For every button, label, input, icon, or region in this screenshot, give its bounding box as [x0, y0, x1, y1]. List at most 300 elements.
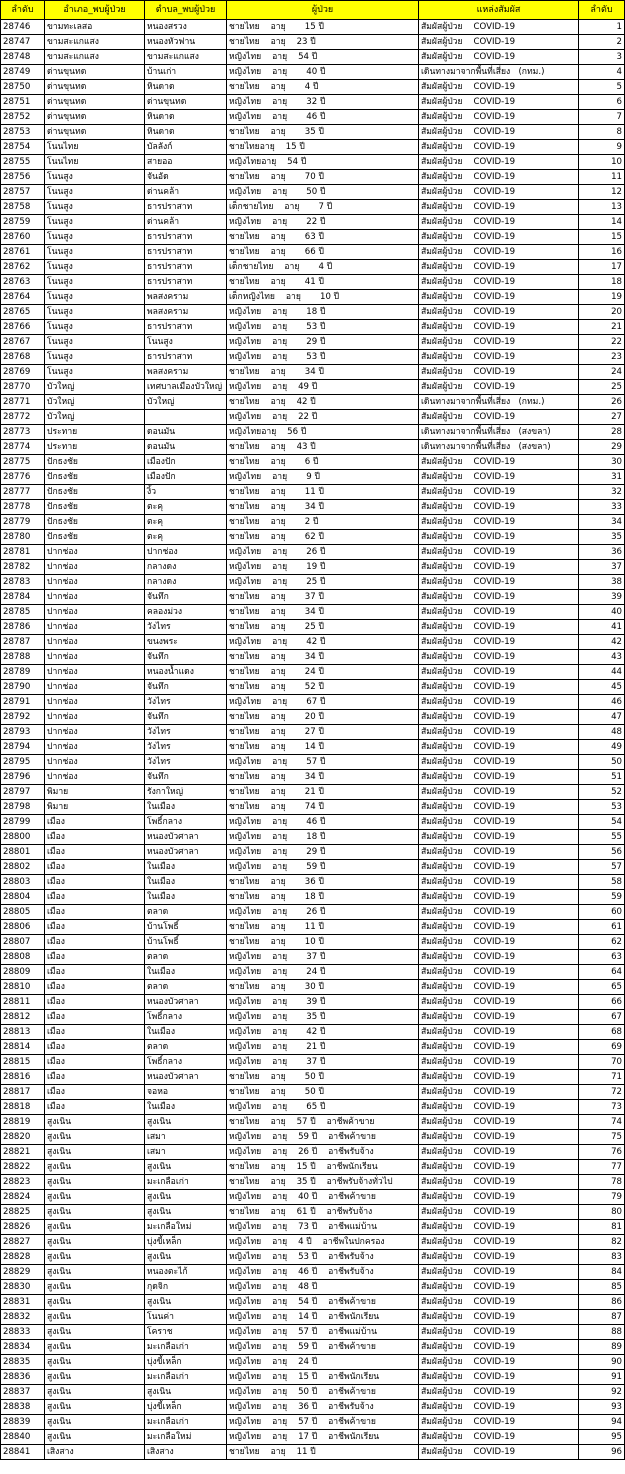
table-row [1, 995, 625, 1010]
patient-cell: ชายไทย อายุ 34 ปี [227, 365, 419, 380]
subdistrict-cell: หนองน้ำแดง [145, 665, 227, 680]
contact-source-cell: สัมผัสผู้ป่วย COVID-19 [419, 740, 579, 755]
subdistrict-cell: บัลลังก์ [145, 140, 227, 155]
patient-cell: หญิงไทย อายุ 22 ปี [227, 410, 419, 425]
contact-source-cell: เดินทางมาจากพื้นที่เสี่ยง (กทม.) [419, 65, 579, 80]
contact-source-cell: สัมผัสผู้ป่วย COVID-19 [419, 1280, 579, 1295]
contact-source-cell: สัมผัสผู้ป่วย COVID-19 [419, 1010, 579, 1025]
table-row [1, 455, 625, 470]
sequence-cell: 92 [579, 1385, 625, 1400]
table-row [1, 770, 625, 785]
patient-cell: หญิงไทย อายุ 46 ปี [227, 815, 419, 830]
sequence-cell: 52 [579, 785, 625, 800]
contact-source-cell: สัมผัสผู้ป่วย COVID-19 [419, 215, 579, 230]
district-cell: ปักธงชัย [45, 530, 145, 545]
case-number-cell: 28757 [1, 185, 45, 200]
subdistrict-cell: บัวใหญ่ [145, 395, 227, 410]
contact-source-cell: สัมผัสผู้ป่วย COVID-19 [419, 335, 579, 350]
sequence-cell: 12 [579, 185, 625, 200]
table-row [1, 1220, 625, 1235]
subdistrict-cell: สูงเนิน [145, 1160, 227, 1175]
table-row [1, 395, 625, 410]
case-number-cell: 28782 [1, 560, 45, 575]
contact-source-cell: สัมผัสผู้ป่วย COVID-19 [419, 1040, 579, 1055]
patient-cell: หญิงไทย อายุ 42 ปี [227, 635, 419, 650]
subdistrict-cell: บุ่งขี้เหล็ก [145, 1400, 227, 1415]
patient-cell: หญิงไทย อายุ 24 ปี [227, 1355, 419, 1370]
district-cell: ด่านขุนทด [45, 65, 145, 80]
sequence-cell: 4 [579, 65, 625, 80]
contact-source-cell: สัมผัสผู้ป่วย COVID-19 [419, 1265, 579, 1280]
sequence-cell: 72 [579, 1085, 625, 1100]
sequence-cell: 84 [579, 1265, 625, 1280]
sequence-cell: 86 [579, 1295, 625, 1310]
case-number-cell: 28763 [1, 275, 45, 290]
table-row [1, 1010, 625, 1025]
case-number-cell: 28769 [1, 365, 45, 380]
subdistrict-cell: กลางดง [145, 560, 227, 575]
sequence-cell: 71 [579, 1070, 625, 1085]
contact-source-cell: สัมผัสผู้ป่วย COVID-19 [419, 1190, 579, 1205]
district-cell: โนนสูง [45, 335, 145, 350]
subdistrict-cell: บ้านเก่า [145, 65, 227, 80]
table-row [1, 440, 625, 455]
district-cell: โนนสูง [45, 320, 145, 335]
contact-source-cell: สัมผัสผู้ป่วย COVID-19 [419, 1400, 579, 1415]
table-row [1, 215, 625, 230]
table-row [1, 1175, 625, 1190]
patient-cell: หญิงไทย อายุ 59 ปี อาชีพค้าขาย [227, 1340, 419, 1355]
case-number-cell: 28747 [1, 35, 45, 50]
case-number-cell: 28812 [1, 1010, 45, 1025]
district-cell: เมือง [45, 980, 145, 995]
table-row [1, 1025, 625, 1040]
patient-cell: ชายไทย อายุ 24 ปี [227, 665, 419, 680]
patient-cell: ชายไทย อายุ 15 ปี [227, 20, 419, 35]
contact-source-cell: สัมผัสผู้ป่วย COVID-19 [419, 875, 579, 890]
case-number-cell: 28836 [1, 1370, 45, 1385]
table-row [1, 200, 625, 215]
table-row [1, 1190, 625, 1205]
sequence-cell: 39 [579, 590, 625, 605]
district-cell: บัวใหญ่ [45, 410, 145, 425]
contact-source-cell: สัมผัสผู้ป่วย COVID-19 [419, 350, 579, 365]
district-cell: ปากช่อง [45, 635, 145, 650]
contact-source-cell: สัมผัสผู้ป่วย COVID-19 [419, 320, 579, 335]
district-cell: ขามสะแกแสง [45, 50, 145, 65]
table-row [1, 290, 625, 305]
table-row [1, 1310, 625, 1325]
patient-cell: หญิงไทย อายุ 65 ปี [227, 1100, 419, 1115]
sequence-cell: 26 [579, 395, 625, 410]
patient-cell: ชายไทย อายุ 23 ปี [227, 35, 419, 50]
subdistrict-cell: มะเกลือเก่า [145, 1370, 227, 1385]
case-number-cell: 28828 [1, 1250, 45, 1265]
patient-cell: หญิงไทย อายุ 59 ปี อาชีพค้าขาย [227, 1130, 419, 1145]
subdistrict-cell: โนนสูง [145, 335, 227, 350]
patient-cell: ชายไทย อายุ 50 ปี [227, 1085, 419, 1100]
table-row [1, 740, 625, 755]
district-cell: เมือง [45, 1040, 145, 1055]
case-number-cell: 28774 [1, 440, 45, 455]
case-number-cell: 28789 [1, 665, 45, 680]
sequence-cell: 47 [579, 710, 625, 725]
contact-source-cell: สัมผัสผู้ป่วย COVID-19 [419, 35, 579, 50]
contact-source-cell: สัมผัสผู้ป่วย COVID-19 [419, 830, 579, 845]
district-cell: สูงเนิน [45, 1235, 145, 1250]
sequence-cell: 3 [579, 50, 625, 65]
sequence-cell: 95 [579, 1430, 625, 1445]
case-number-cell: 28809 [1, 965, 45, 980]
patient-cell: ชายไทย อายุ 42 ปี [227, 395, 419, 410]
sequence-cell: 46 [579, 695, 625, 710]
sequence-cell: 44 [579, 665, 625, 680]
sequence-cell: 85 [579, 1280, 625, 1295]
patient-cell: ชายไทย อายุ 25 ปี [227, 620, 419, 635]
table-row [1, 1265, 625, 1280]
case-number-cell: 28791 [1, 695, 45, 710]
district-cell: โนนสูง [45, 200, 145, 215]
case-number-cell: 28834 [1, 1340, 45, 1355]
district-cell: เมือง [45, 950, 145, 965]
table-row [1, 515, 625, 530]
table-row [1, 635, 625, 650]
case-number-cell: 28825 [1, 1205, 45, 1220]
sequence-cell: 90 [579, 1355, 625, 1370]
table-row [1, 365, 625, 380]
subdistrict-cell: วังไทร [145, 695, 227, 710]
case-number-cell: 28756 [1, 170, 45, 185]
case-number-cell: 28799 [1, 815, 45, 830]
subdistrict-cell: สูงเนิน [145, 1250, 227, 1265]
case-number-cell: 28786 [1, 620, 45, 635]
contact-source-cell: สัมผัสผู้ป่วย COVID-19 [419, 1385, 579, 1400]
sequence-cell: 80 [579, 1205, 625, 1220]
table-row [1, 1250, 625, 1265]
contact-source-cell: สัมผัสผู้ป่วย COVID-19 [419, 1445, 579, 1460]
subdistrict-cell: บุ่งขี้เหล็ก [145, 1235, 227, 1250]
patient-cell: หญิงไทย อายุ 67 ปี [227, 695, 419, 710]
patient-cell: หญิงไทย อายุ 49 ปี [227, 380, 419, 395]
subdistrict-cell: ด่านคล้า [145, 185, 227, 200]
contact-source-cell: สัมผัสผู้ป่วย COVID-19 [419, 1250, 579, 1265]
subdistrict-cell: จันอัด [145, 170, 227, 185]
case-number-cell: 28806 [1, 920, 45, 935]
subdistrict-cell: สูงเนิน [145, 1190, 227, 1205]
sequence-cell: 87 [579, 1310, 625, 1325]
subdistrict-cell: เสมา [145, 1145, 227, 1160]
district-cell: เมือง [45, 1085, 145, 1100]
contact-source-cell: สัมผัสผู้ป่วย COVID-19 [419, 1130, 579, 1145]
table-row [1, 125, 625, 140]
patient-cell: หญิงไทย อายุ 29 ปี [227, 335, 419, 350]
table-body [1, 20, 625, 1460]
district-cell: เมือง [45, 1100, 145, 1115]
header-sequence: ลำดับ [579, 1, 625, 20]
patient-cell: ชายไทย อายุ 37 ปี [227, 590, 419, 605]
table-row [1, 725, 625, 740]
subdistrict-cell: วังไทร [145, 725, 227, 740]
case-number-cell: 28810 [1, 980, 45, 995]
contact-source-cell: สัมผัสผู้ป่วย COVID-19 [419, 455, 579, 470]
patient-cell: หญิงไทย อายุ 29 ปี [227, 845, 419, 860]
subdistrict-cell: ขามสะแกแสง [145, 50, 227, 65]
district-cell: เมือง [45, 1010, 145, 1025]
patient-cell: ชายไทย อายุ 61 ปี อาชีพรับจ้าง [227, 1205, 419, 1220]
district-cell: สูงเนิน [45, 1160, 145, 1175]
sequence-cell: 25 [579, 380, 625, 395]
table-row [1, 575, 625, 590]
subdistrict-cell: ตะคุ [145, 515, 227, 530]
table-row [1, 20, 625, 35]
subdistrict-cell: มะเกลือเก่า [145, 1415, 227, 1430]
contact-source-cell: สัมผัสผู้ป่วย COVID-19 [419, 650, 579, 665]
table-row [1, 380, 625, 395]
district-cell: ขามสะแกแสง [45, 35, 145, 50]
table-row [1, 485, 625, 500]
patient-cell: หญิงไทย อายุ 18 ปี [227, 305, 419, 320]
patient-cell: ชายไทย อายุ 70 ปี [227, 170, 419, 185]
sequence-cell: 37 [579, 560, 625, 575]
contact-source-cell: สัมผัสผู้ป่วย COVID-19 [419, 500, 579, 515]
subdistrict-cell: หนองตะไก้ [145, 1265, 227, 1280]
contact-source-cell: สัมผัสผู้ป่วย COVID-19 [419, 290, 579, 305]
table-row [1, 1205, 625, 1220]
subdistrict-cell: เมืองปัก [145, 455, 227, 470]
subdistrict-cell: จอหอ [145, 1085, 227, 1100]
sequence-cell: 83 [579, 1250, 625, 1265]
sequence-cell: 45 [579, 680, 625, 695]
sequence-cell: 2 [579, 35, 625, 50]
case-number-cell: 28817 [1, 1085, 45, 1100]
district-cell: ปากช่อง [45, 695, 145, 710]
sequence-cell: 49 [579, 740, 625, 755]
patient-cell: หญิงไทย อายุ 57 ปี [227, 755, 419, 770]
table-row [1, 95, 625, 110]
subdistrict-cell: จันทึก [145, 650, 227, 665]
subdistrict-cell: สูงเนิน [145, 1295, 227, 1310]
district-cell: ปากช่อง [45, 710, 145, 725]
subdistrict-cell: หนองบัวศาลา [145, 1070, 227, 1085]
patient-cell: ชายไทย อายุ 18 ปี [227, 890, 419, 905]
contact-source-cell: สัมผัสผู้ป่วย COVID-19 [419, 530, 579, 545]
contact-source-cell: สัมผัสผู้ป่วย COVID-19 [419, 1415, 579, 1430]
table-row [1, 260, 625, 275]
subdistrict-cell: พลสงคราม [145, 365, 227, 380]
sequence-cell: 59 [579, 890, 625, 905]
contact-source-cell: สัมผัสผู้ป่วย COVID-19 [419, 275, 579, 290]
case-number-cell: 28829 [1, 1265, 45, 1280]
subdistrict-cell: หนองบัวศาลา [145, 995, 227, 1010]
district-cell: บัวใหญ่ [45, 395, 145, 410]
district-cell: เมือง [45, 860, 145, 875]
case-number-cell: 28788 [1, 650, 45, 665]
case-number-cell: 28771 [1, 395, 45, 410]
patient-cell: ชายไทย อายุ 74 ปี [227, 800, 419, 815]
case-number-cell: 28841 [1, 1445, 45, 1460]
sequence-cell: 27 [579, 410, 625, 425]
sequence-cell: 11 [579, 170, 625, 185]
patient-cell: หญิงไทย อายุ 50 ปี อาชีพค้าขาย [227, 1385, 419, 1400]
district-cell: ปากช่อง [45, 560, 145, 575]
subdistrict-cell: วังไทร [145, 620, 227, 635]
contact-source-cell: สัมผัสผู้ป่วย COVID-19 [419, 1325, 579, 1340]
case-number-cell: 28749 [1, 65, 45, 80]
subdistrict-cell: โพธิ์กลาง [145, 815, 227, 830]
sequence-cell: 24 [579, 365, 625, 380]
contact-source-cell: สัมผัสผู้ป่วย COVID-19 [419, 560, 579, 575]
sequence-cell: 20 [579, 305, 625, 320]
contact-source-cell: สัมผัสผู้ป่วย COVID-19 [419, 695, 579, 710]
table-row [1, 1070, 625, 1085]
patient-cell: หญิงไทย อายุ 17 ปี อาชีพนักเรียน [227, 1430, 419, 1445]
case-number-cell: 28754 [1, 140, 45, 155]
patient-cell: ชายไทย อายุ 35 ปี [227, 125, 419, 140]
subdistrict-cell: มะเกลือเก่า [145, 1175, 227, 1190]
subdistrict-cell: บ้านโพธิ์ [145, 935, 227, 950]
sequence-cell: 58 [579, 875, 625, 890]
table-row [1, 1400, 625, 1415]
sequence-cell: 1 [579, 20, 625, 35]
case-number-cell: 28827 [1, 1235, 45, 1250]
patient-cell: ชายไทยอายุ 15 ปี [227, 140, 419, 155]
contact-source-cell: สัมผัสผู้ป่วย COVID-19 [419, 785, 579, 800]
case-number-cell: 28824 [1, 1190, 45, 1205]
case-number-cell: 28775 [1, 455, 45, 470]
patient-cell: หญิงไทย อายุ 57 ปี อาชีพค้าขาย [227, 1415, 419, 1430]
patient-cell: เด็กหญิงไทย อายุ 10 ปี [227, 290, 419, 305]
district-cell: สูงเนิน [45, 1355, 145, 1370]
contact-source-cell: สัมผัสผู้ป่วย COVID-19 [419, 1085, 579, 1100]
district-cell: สูงเนิน [45, 1205, 145, 1220]
sequence-cell: 40 [579, 605, 625, 620]
case-number-cell: 28826 [1, 1220, 45, 1235]
subdistrict-cell: โคราช [145, 1325, 227, 1340]
patient-cell: หญิงไทย อายุ 37 ปี [227, 1055, 419, 1070]
subdistrict-cell: วังไทร [145, 740, 227, 755]
case-number-cell: 28798 [1, 800, 45, 815]
contact-source-cell: สัมผัสผู้ป่วย COVID-19 [419, 905, 579, 920]
sequence-cell: 54 [579, 815, 625, 830]
table-row [1, 710, 625, 725]
patient-cell: หญิงไทย อายุ 22 ปี [227, 215, 419, 230]
table-row [1, 1160, 625, 1175]
contact-source-cell: สัมผัสผู้ป่วย COVID-19 [419, 245, 579, 260]
sequence-cell: 23 [579, 350, 625, 365]
case-number-cell: 28800 [1, 830, 45, 845]
contact-source-cell: เดินทางมาจากพื้นที่เสี่ยง (สงขลา) [419, 440, 579, 455]
patient-cell: หญิงไทย อายุ 9 ปี [227, 470, 419, 485]
table-row [1, 845, 625, 860]
subdistrict-cell: ในเมือง [145, 1025, 227, 1040]
sequence-cell: 56 [579, 845, 625, 860]
patient-cell: หญิงไทย อายุ 53 ปี อาชีพรับจ้าง [227, 1250, 419, 1265]
district-cell: สูงเนิน [45, 1190, 145, 1205]
sequence-cell: 82 [579, 1235, 625, 1250]
patient-cell: หญิงไทย อายุ 37 ปี [227, 950, 419, 965]
patient-cell: หญิงไทย อายุ 40 ปี [227, 65, 419, 80]
contact-source-cell: สัมผัสผู้ป่วย COVID-19 [419, 410, 579, 425]
district-cell: ปากช่อง [45, 665, 145, 680]
district-cell: โนนสูง [45, 305, 145, 320]
contact-source-cell: สัมผัสผู้ป่วย COVID-19 [419, 1430, 579, 1445]
patient-cell: ชายไทย อายุ 6 ปี [227, 455, 419, 470]
table-row [1, 530, 625, 545]
table-row [1, 665, 625, 680]
table-row [1, 1115, 625, 1130]
district-cell: โนนสูง [45, 245, 145, 260]
table-row [1, 1130, 625, 1145]
patient-cell: หญิงไทย อายุ 57 ปี อาชีพแม่บ้าน [227, 1325, 419, 1340]
sequence-cell: 78 [579, 1175, 625, 1190]
case-number-cell: 28762 [1, 260, 45, 275]
district-cell: สูงเนิน [45, 1295, 145, 1310]
header-row [1, 1, 625, 20]
subdistrict-cell: จันทึก [145, 590, 227, 605]
subdistrict-cell: ตลาด [145, 905, 227, 920]
case-number-cell: 28795 [1, 755, 45, 770]
case-number-cell: 28816 [1, 1070, 45, 1085]
table-row [1, 890, 625, 905]
sequence-cell: 15 [579, 230, 625, 245]
table-row [1, 620, 625, 635]
case-number-cell: 28766 [1, 320, 45, 335]
case-number-cell: 28758 [1, 200, 45, 215]
case-number-cell: 28783 [1, 575, 45, 590]
case-number-cell: 28759 [1, 215, 45, 230]
district-cell: สูงเนิน [45, 1130, 145, 1145]
contact-source-cell: เดินทางมาจากพื้นที่เสี่ยง (สงขลา) [419, 425, 579, 440]
subdistrict-cell: เทศบาลเมืองบัวใหญ่ [145, 380, 227, 395]
subdistrict-cell: เสมา [145, 1130, 227, 1145]
patient-cell: หญิงไทย อายุ 26 ปี อาชีพรับจ้าง [227, 1145, 419, 1160]
subdistrict-cell: ในเมือง [145, 1100, 227, 1115]
contact-source-cell: สัมผัสผู้ป่วย COVID-19 [419, 1370, 579, 1385]
contact-source-cell: สัมผัสผู้ป่วย COVID-19 [419, 995, 579, 1010]
sequence-cell: 21 [579, 320, 625, 335]
patient-cell: หญิงไทย อายุ 15 ปี อาชีพนักเรียน [227, 1370, 419, 1385]
contact-source-cell: สัมผัสผู้ป่วย COVID-19 [419, 755, 579, 770]
sequence-cell: 7 [579, 110, 625, 125]
subdistrict-cell: หินดาด [145, 80, 227, 95]
table-row [1, 80, 625, 95]
district-cell: สูงเนิน [45, 1115, 145, 1130]
contact-source-cell: สัมผัสผู้ป่วย COVID-19 [419, 860, 579, 875]
patient-cell: หญิงไทย อายุ 21 ปี [227, 1040, 419, 1055]
district-cell: สูงเนิน [45, 1145, 145, 1160]
district-cell: โนนสูง [45, 230, 145, 245]
district-cell: ปักธงชัย [45, 455, 145, 470]
patient-cell: หญิงไทย อายุ 54 ปี [227, 50, 419, 65]
subdistrict-cell: หนองบัวศาลา [145, 845, 227, 860]
contact-source-cell: สัมผัสผู้ป่วย COVID-19 [419, 20, 579, 35]
district-cell: สูงเนิน [45, 1220, 145, 1235]
contact-source-cell: สัมผัสผู้ป่วย COVID-19 [419, 665, 579, 680]
sequence-cell: 93 [579, 1400, 625, 1415]
contact-source-cell: สัมผัสผู้ป่วย COVID-19 [419, 800, 579, 815]
patient-cell: หญิงไทย อายุ 46 ปี อาชีพรับจ้าง [227, 1265, 419, 1280]
patient-cell: หญิงไทย อายุ 32 ปี [227, 95, 419, 110]
case-number-cell: 28773 [1, 425, 45, 440]
district-cell: สูงเนิน [45, 1385, 145, 1400]
subdistrict-cell: ด่านคล้า [145, 215, 227, 230]
patient-cell: ชายไทย อายุ 30 ปี [227, 980, 419, 995]
district-cell: ด่านขุนทด [45, 80, 145, 95]
table-row [1, 155, 625, 170]
district-cell: ปากช่อง [45, 620, 145, 635]
case-number-cell: 28760 [1, 230, 45, 245]
table-row [1, 170, 625, 185]
